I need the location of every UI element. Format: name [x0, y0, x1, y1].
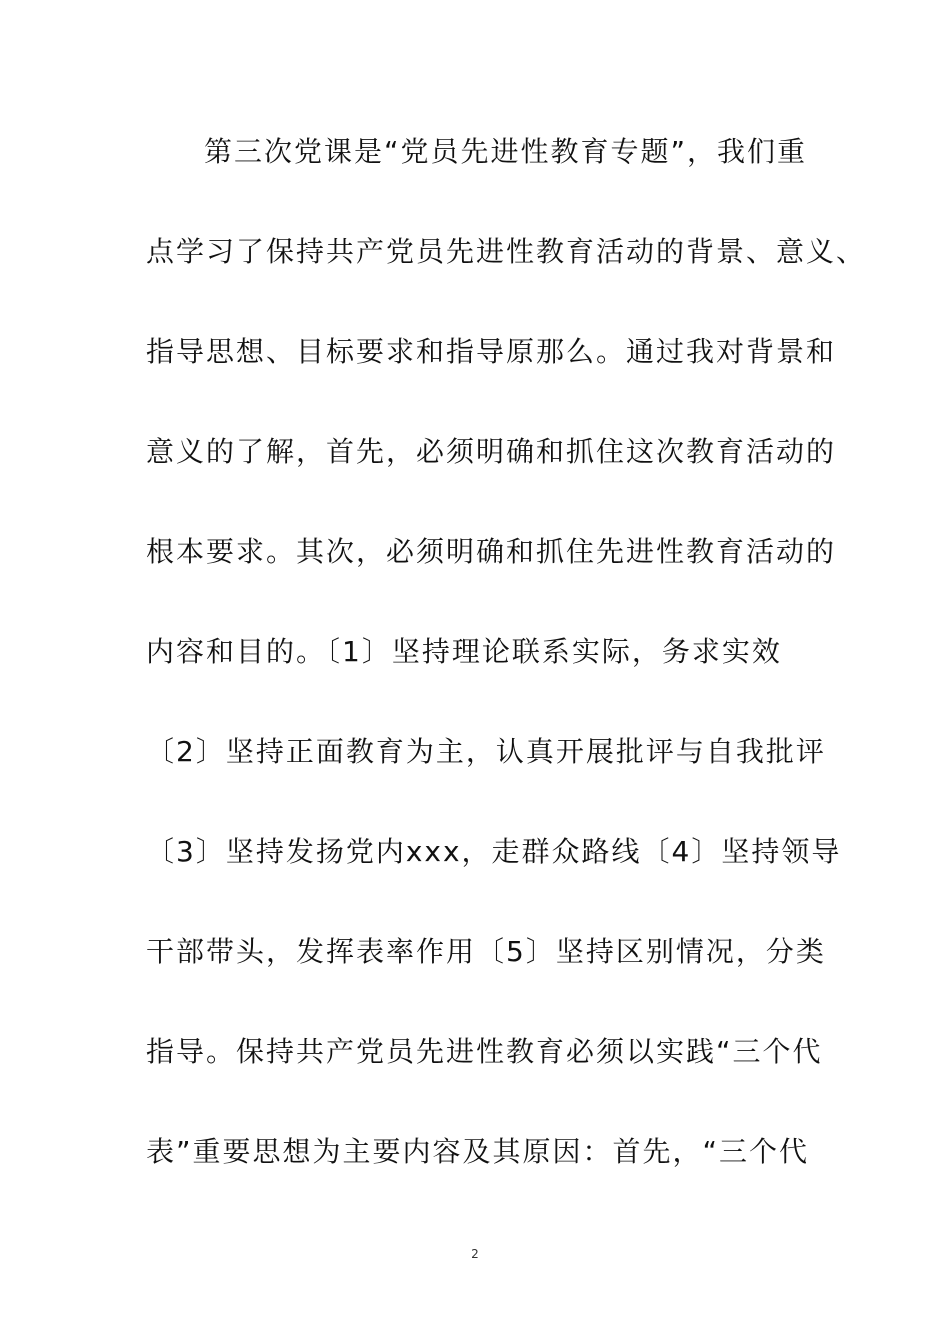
text-line: 意义的了解，首先，必须明确和抓住这次教育活动的 [146, 435, 837, 468]
text-line: 指导思想、目标要求和指导原那么。通过我对背景和 [146, 335, 837, 368]
text-line: 〔2〕坚持正面教育为主，认真开展批评与自我批评 [146, 735, 826, 768]
text-line: 内容和目的。〔1〕坚持理论联系实际，务求实效 [146, 635, 782, 668]
text-line: 根本要求。其次，必须明确和抓住先进性教育活动的 [146, 535, 837, 568]
text-line: 指导。保持共产党员先进性教育必须以实践“三个代 [146, 1035, 823, 1068]
text-line: 表”重要思想为主要内容及其原因：首先，“三个代 [146, 1135, 810, 1168]
text-line: 干部带头，发挥表率作用〔5〕坚持区别情况，分类 [146, 935, 826, 968]
text-line: 第三次党课是“党员先进性教育专题”，我们重 [204, 135, 808, 168]
text-line: 点学习了保持共产党员先进性教育活动的背景、意义、 [146, 235, 867, 268]
body-text [146, 127, 867, 1227]
page-number: 2 [471, 1247, 479, 1261]
text-line: 〔3〕坚持发扬党内xxx，走群众路线〔4〕坚持领导 [146, 835, 842, 868]
